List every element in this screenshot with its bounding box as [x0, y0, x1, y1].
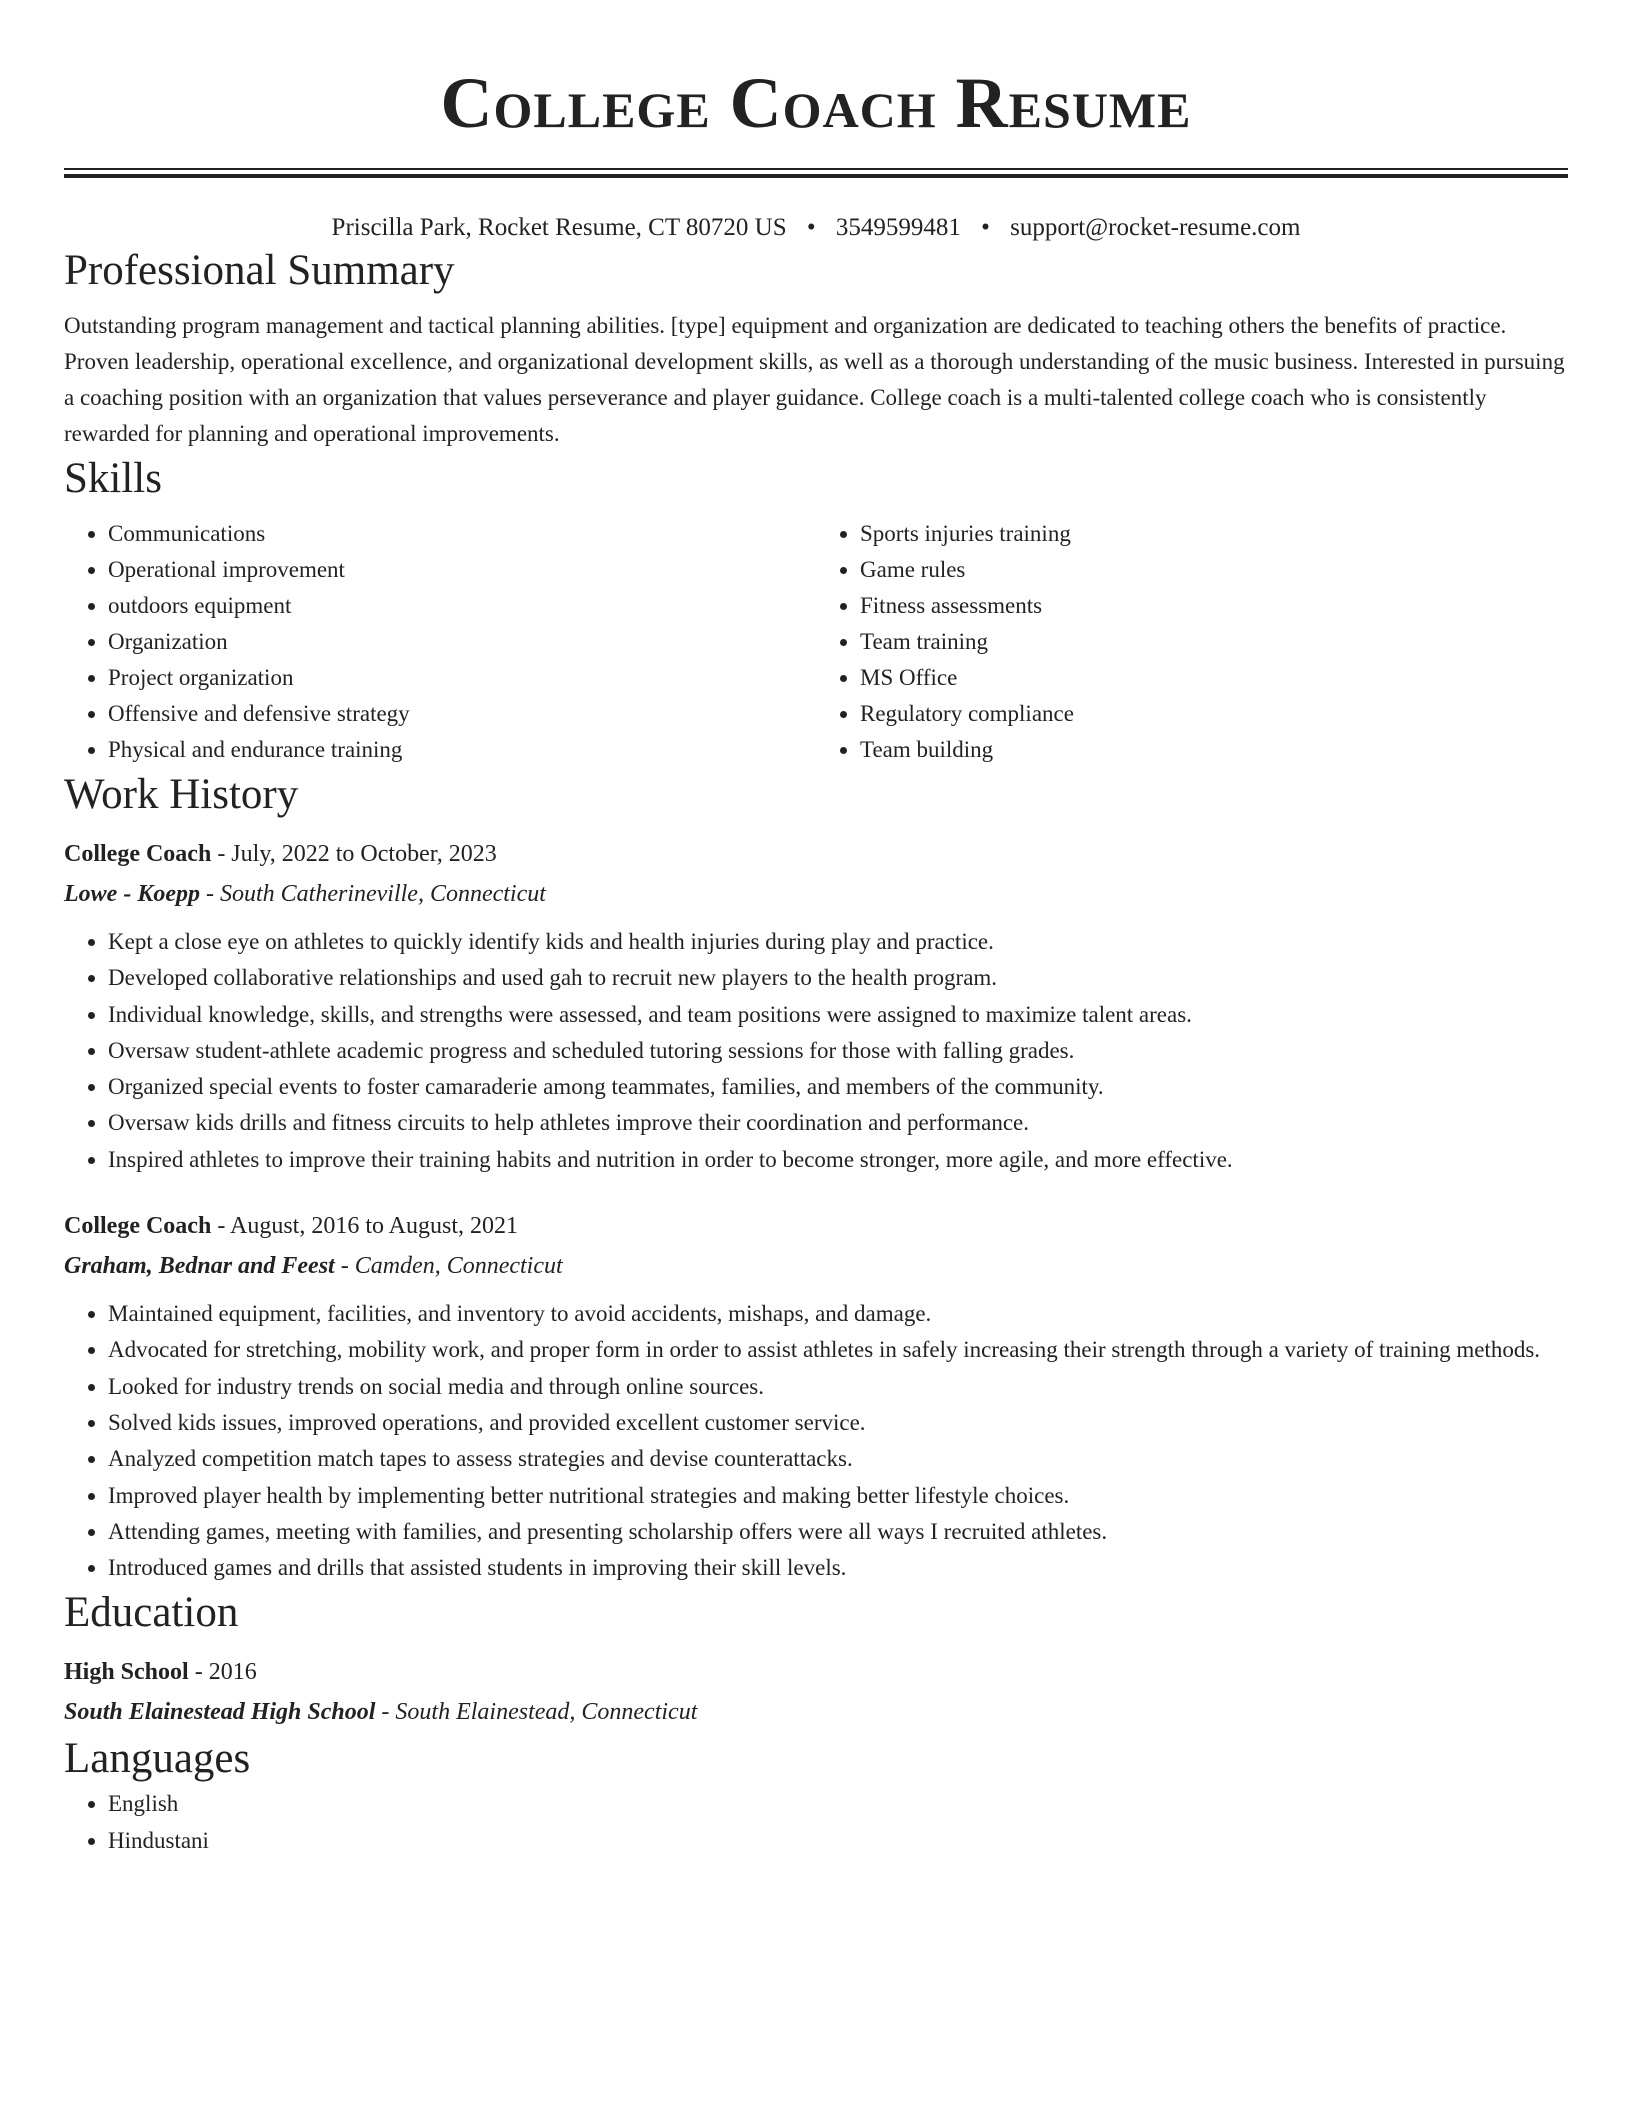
- job-company-line: [64, 1246, 1568, 1286]
- contact-separator: •: [806, 214, 816, 241]
- contact-phone: 3549599481: [835, 214, 961, 241]
- title-divider: [64, 168, 1568, 178]
- job-bullet: • Inspired athletes to improve their training habits and nutrition in order to become stronger, more agile, and more effective.: [108, 1142, 1568, 1178]
- job-entry: [64, 1206, 1568, 1586]
- job-company: Lowe - Koepp: [64, 881, 200, 907]
- job-bullet: • Organized special events to foster camaraderie among teammates, families, and members of the community.: [108, 1069, 1568, 1105]
- education-location: - South Elainestead, Connecticut: [375, 1699, 698, 1726]
- skill-item: • Regulatory compliance: [860, 696, 1568, 732]
- job-bullet: • Maintained equipment, facilities, and inventory to avoid accidents, mishaps, and damage.: [108, 1296, 1568, 1332]
- contact-email: support@rocket-resume.com: [1010, 214, 1301, 241]
- skill-item: • Offensive and defensive strategy: [108, 696, 816, 732]
- job-bullet: • Oversaw kids drills and fitness circuits to help athletes improve their coordination and performance.: [108, 1105, 1568, 1141]
- job-dates: - August, 2016 to August, 2021: [211, 1213, 519, 1240]
- education-entry: [64, 1652, 1568, 1732]
- skill-item: • MS Office: [860, 660, 1568, 696]
- languages-list: [64, 1786, 1568, 1859]
- skills-columns: [64, 516, 1568, 768]
- job-dates: - July, 2022 to October, 2023: [211, 841, 497, 867]
- job-bullet: • Solved kids issues, improved operations, and provided excellent customer service.: [108, 1405, 1568, 1441]
- education-year: - 2016: [188, 1659, 257, 1686]
- work-history-heading: Work History: [64, 771, 299, 818]
- resume-title: College Coach Resume: [440, 63, 1192, 143]
- work-history-section: [64, 768, 1568, 1586]
- job-bullet: • Oversaw student-athlete academic progress and scheduled tutoring sessions for those with falling grades.: [108, 1033, 1568, 1069]
- job-bullets: [64, 924, 1568, 1178]
- job-bullet: • Introduced games and drills that assisted students in improving their skill levels.: [108, 1550, 1568, 1586]
- job-entry: [64, 834, 1568, 1178]
- skill-item: • outdoors equipment: [108, 588, 816, 624]
- education-school: South Elainestead High School: [64, 1699, 376, 1726]
- job-location: - Camden, Connecticut: [334, 1253, 563, 1280]
- language-item: • English: [108, 1786, 1568, 1822]
- job-bullet: • Analyzed competition match tapes to assess strategies and devise counterattacks.: [108, 1441, 1568, 1477]
- job-title-line: [64, 834, 1568, 874]
- summary-text: Outstanding program management and tactical planning abilities. [type] equipment and organization are dedicated to teaching others the benefits of practice. Proven leadership, operational excellence, and organizational development skills, as well as a thorough understanding of the music business. Interested in pursuing a coaching position with an organization that values perseverance and player guidance. College coach is a multi-talented college coach who is consistently rewarded for planning and operational improvements.: [64, 313, 1565, 446]
- job-bullet: • Looked for industry trends on social media and through online sources.: [108, 1369, 1568, 1405]
- skills-heading: Skills: [64, 455, 162, 502]
- skill-item: • Sports injuries training: [860, 516, 1568, 552]
- job-bullet: • Improved player health by implementing better nutritional strategies and making better lifestyle choices.: [108, 1478, 1568, 1514]
- job-title-line: [64, 1206, 1568, 1246]
- job-bullet: • Kept a close eye on athletes to quickly identify kids and health injuries during play and practice.: [108, 924, 1568, 960]
- skill-item: • Fitness assessments: [860, 588, 1568, 624]
- skill-item: • Project organization: [108, 660, 816, 696]
- skill-item: • Physical and endurance training: [108, 732, 816, 768]
- job-location: - South Catherineville, Connecticut: [199, 881, 546, 907]
- education-section: [64, 1586, 1568, 1732]
- languages-section: [64, 1732, 1568, 1859]
- job-title: College Coach: [64, 1213, 212, 1240]
- education-degree: High School: [64, 1659, 189, 1686]
- language-item: • Hindustani: [108, 1823, 1568, 1859]
- languages-heading: Languages: [64, 1735, 251, 1783]
- job-bullet: • Developed collaborative relationships and used gah to recruit new players to the health program.: [108, 960, 1568, 996]
- education-degree-line: [64, 1652, 1568, 1692]
- skill-item: • Organization: [108, 624, 816, 660]
- job-bullet: • Individual knowledge, skills, and strengths were assessed, and team positions were assigned to maximize talent areas.: [108, 997, 1568, 1033]
- skill-item: • Operational improvement: [108, 552, 816, 588]
- skill-item: • Communications: [108, 516, 816, 552]
- job-bullet: • Attending games, meeting with families, and presenting scholarship offers were all ways I recruited athletes.: [108, 1514, 1568, 1550]
- job-company-line: [64, 874, 1568, 914]
- job-title: College Coach: [64, 841, 212, 867]
- education-heading: Education: [64, 1589, 239, 1637]
- contact-separator: •: [981, 214, 990, 241]
- skills-right-column: [816, 516, 1568, 768]
- skill-item: • Game rules: [860, 552, 1568, 588]
- skills-section: [64, 452, 1568, 768]
- contact-line: [64, 212, 1568, 244]
- skill-item: • Team training: [860, 624, 1568, 660]
- job-bullets: [64, 1296, 1568, 1586]
- summary-heading: Professional Summary: [64, 247, 455, 294]
- summary-section: [64, 244, 1568, 452]
- education-school-line: [64, 1692, 1568, 1732]
- skill-item: • Team building: [860, 732, 1568, 768]
- skills-left-column: [64, 516, 816, 768]
- job-bullet: • Advocated for stretching, mobility work, and proper form in order to assist athletes in safely increasing their strength through a variety of training methods.: [108, 1332, 1568, 1368]
- contact-address: Priscilla Park, Rocket Resume, CT 80720 US: [331, 214, 787, 241]
- job-company: Graham, Bednar and Feest: [64, 1253, 335, 1280]
